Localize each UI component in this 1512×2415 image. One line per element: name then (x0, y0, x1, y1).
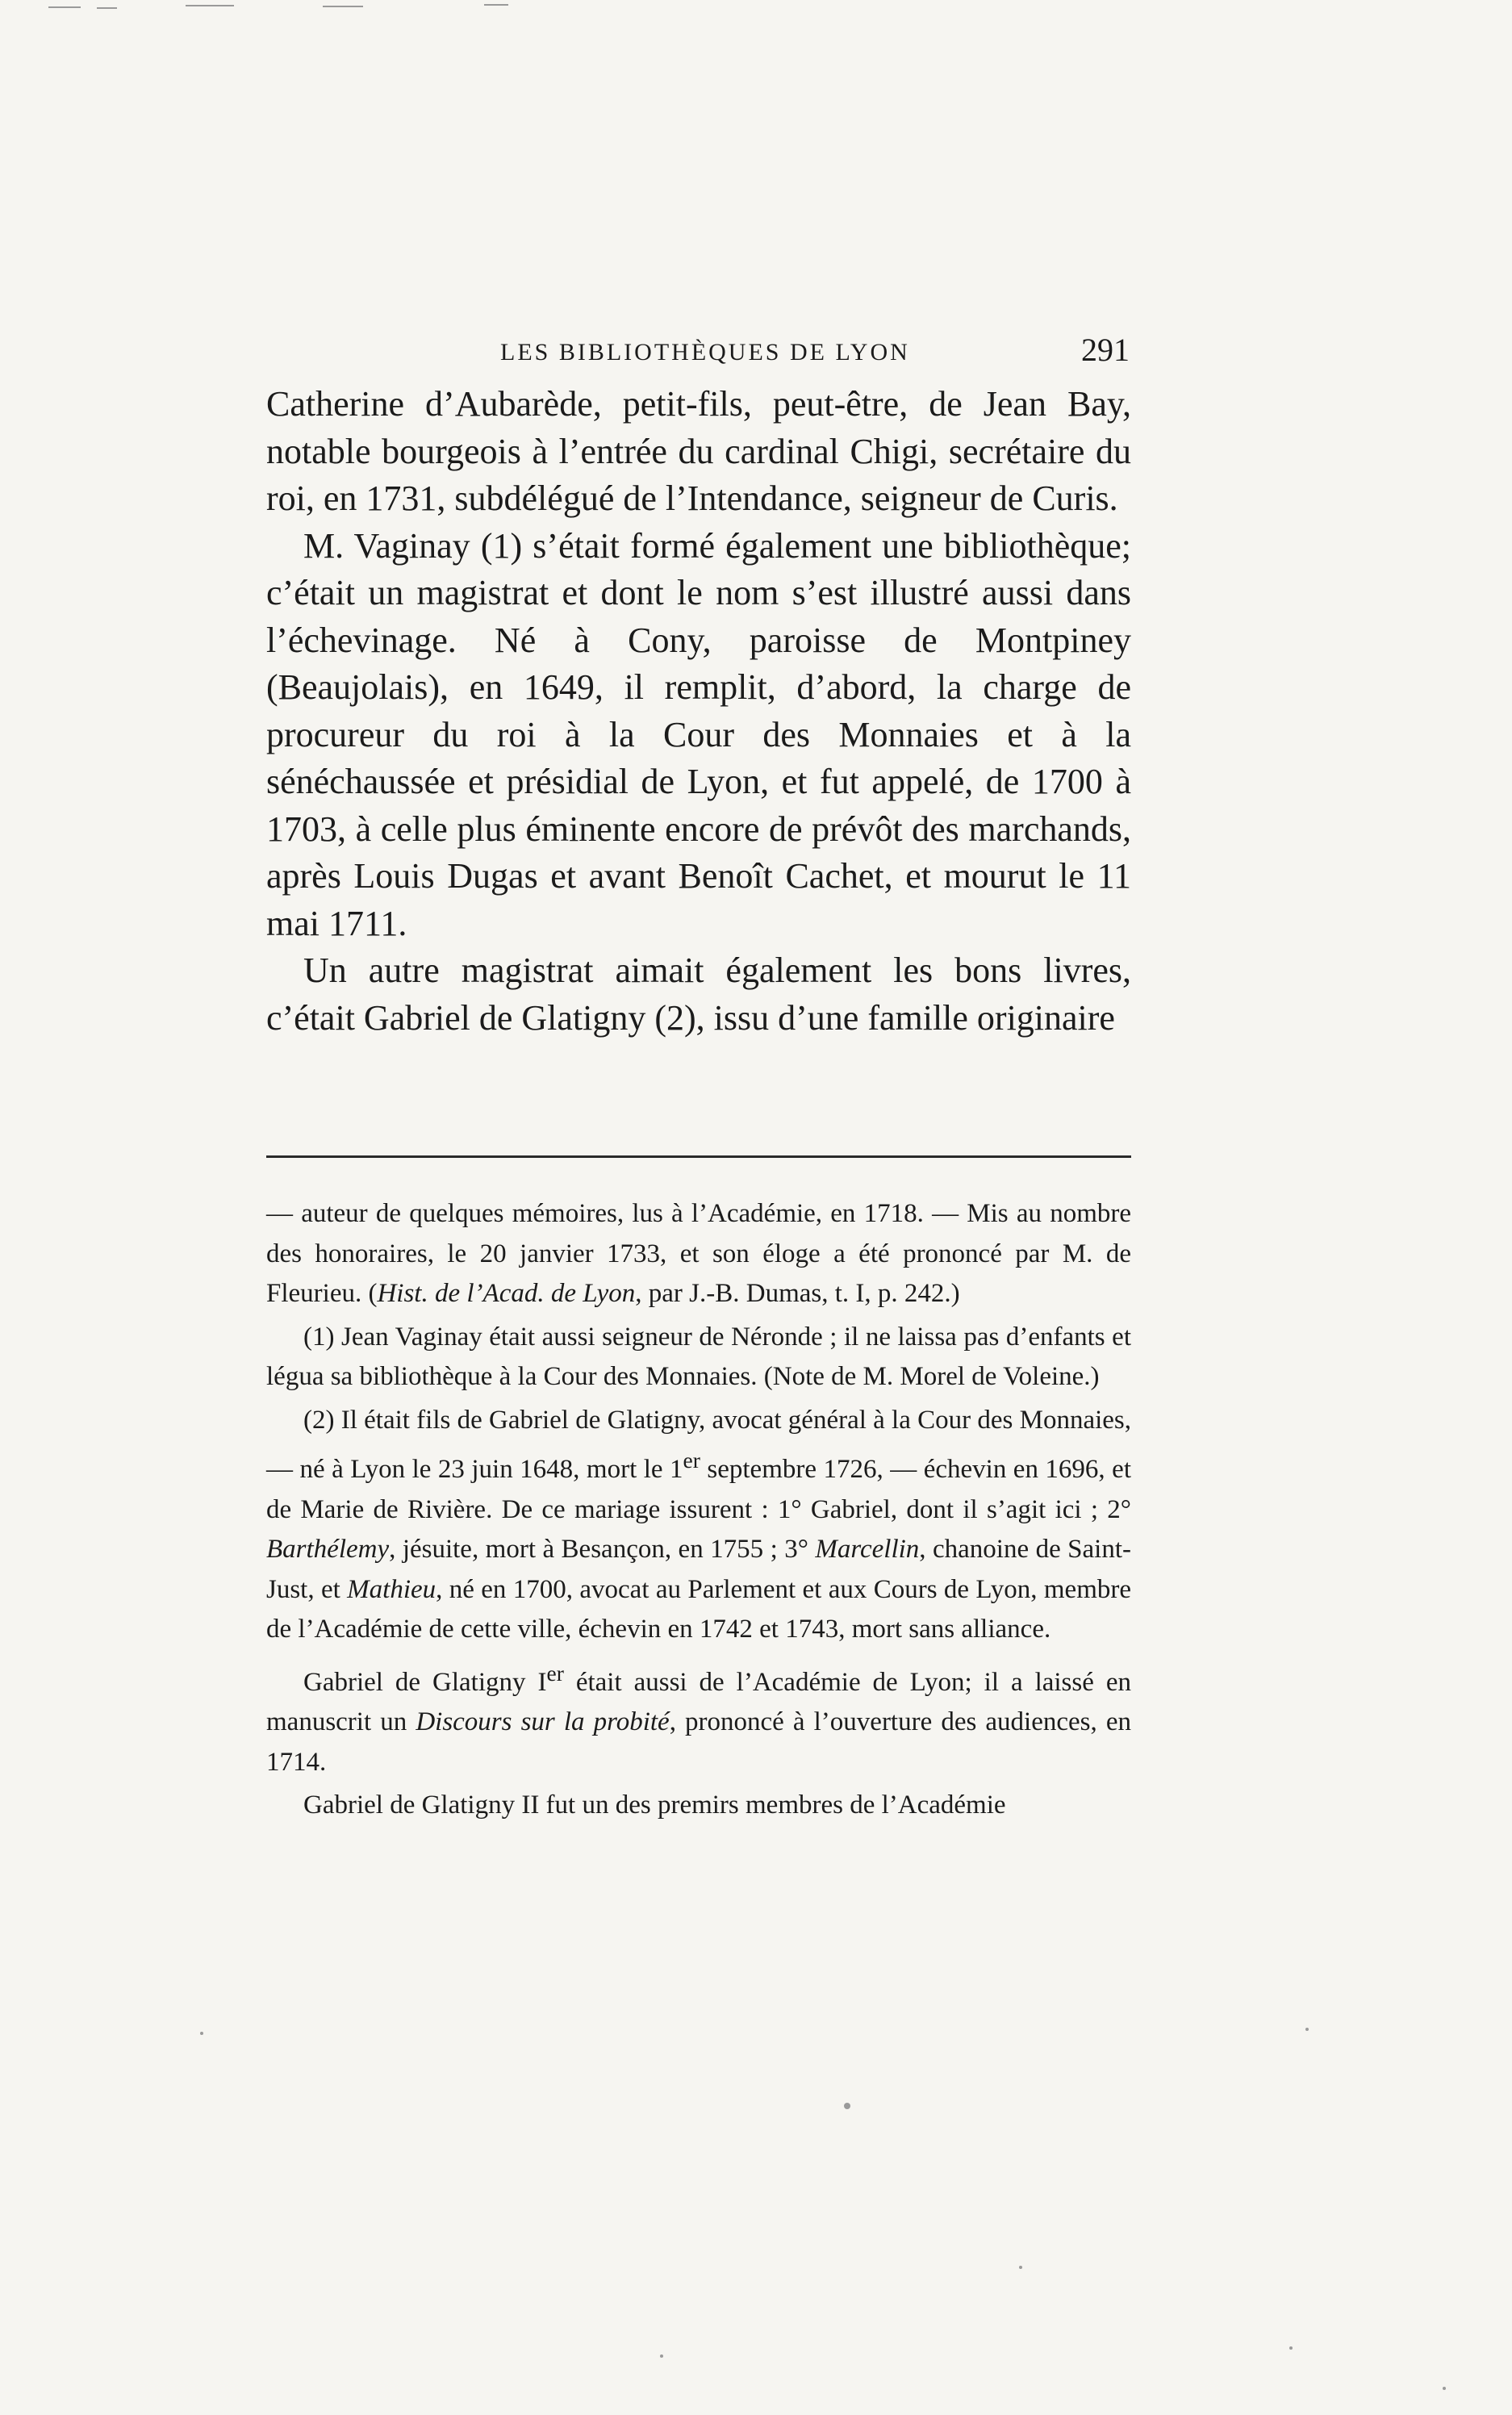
footnote-2-continued-b: Gabriel de Glatigny II fut un des premirs membres de l’Académie (303, 1790, 1006, 1820)
footnote-text: Gabriel de Glatigny I (303, 1667, 547, 1697)
footnote-superscript: er (546, 1660, 564, 1686)
paragraph-3: Un autre magistrat aimait également les bons livres, c’était Gabriel de Glatigny (2), issu d’une famille originaire (266, 951, 1131, 1038)
footnote-text: , prononcé à l’ouverture des audiences, en 1714. (266, 1707, 1131, 1777)
main-text (266, 381, 1131, 1042)
footnote-continuation (266, 1194, 1131, 1314)
footnote-italic: Barthélemy (266, 1535, 390, 1564)
page-number: 291 (1081, 332, 1130, 368)
footnote-text: — auteur de quelques mémoires, lus à l’Académie, en 1718. — Mis au nombre des honoraires, le 20 janvier 1733, et son éloge a été prononcé par M. de Fleurieu. ( (266, 1199, 1131, 1308)
footnote-2-continued-a (266, 1653, 1131, 1783)
footnote-text: était aussi de l’Académie de Lyon; il a laissé en manuscrit un (266, 1667, 1131, 1736)
footnote-text: , par J.-B. Dumas, t. I, p. 242.) (635, 1279, 960, 1308)
running-head (266, 331, 1130, 379)
footnote-text: , chanoine de Saint-Just, et (266, 1535, 1131, 1604)
footnote-text: , jésuite, mort à Besançon, en 1755 ; 3° (389, 1535, 816, 1564)
footnote-italic: Discours sur la probité (416, 1707, 670, 1736)
footnote-superscript: er (683, 1448, 700, 1473)
footnote-2 (266, 1401, 1131, 1650)
footnote-text: (2) Il était fils de Gabriel de Glatigny, avocat général à la Cour des Monnaies, — né à Lyon le 23 juin 1648, mort le 1 (266, 1405, 1131, 1484)
paragraph-1: Catherine d’Aubarède, petit-fils, peut-être, de Jean Bay, notable bourgeois à l’entrée du cardinal Chigi, secrétaire du roi, en 1731, subdélégué de l’Intendance, seigneur de Curis. (266, 384, 1131, 518)
footnote-italic: Hist. de l’Acad. de Lyon (377, 1279, 636, 1308)
footnote-text: septembre 1726, — échevin en 1696, et de Marie de Rivière. De ce mariage issurent : 1° Gabriel, dont il s’agit ici ; 2° (266, 1455, 1131, 1524)
footnote-italic: Mathieu (347, 1574, 436, 1604)
footnote-1: (1) Jean Vaginay était aussi seigneur de Néronde ; il ne laissa pas d’enfants et légua sa bibliothèque à la Cour des Monnaies. (Note de M. Morel de Voleine.) (266, 1322, 1131, 1391)
running-title: LES BIBLIOTHÈQUES DE LYON (500, 339, 910, 366)
footnote-italic: Marcellin (815, 1535, 920, 1564)
footnote-text: , né en 1700, avocat au Parlement et aux Cours de Lyon, membre de l’Académie de cette ville, échevin en 1742 et 1743, mort sans alliance. (266, 1574, 1132, 1644)
footnote-separator (266, 1155, 1131, 1158)
footnotes (266, 1194, 1131, 1826)
paragraph-2: M. Vaginay (1) s’était formé également une bibliothèque; c’était un magistrat et dont le nom s’est illustré aussi dans l’échevinage. Né à Cony, paroisse de Montpiney (Beaujolais), en 1649, il remplit, d’abord, la charge de procureur du roi à la Cour des Monnaies et à la sénéchaussée et présidial de Lyon, et fut appelé, de 1700 à 1703, à celle plus éminente encore de prévôt des marchands, après Louis Dugas et avant Benoît Cachet, et mourut le 11 mai 1711. (266, 525, 1131, 943)
